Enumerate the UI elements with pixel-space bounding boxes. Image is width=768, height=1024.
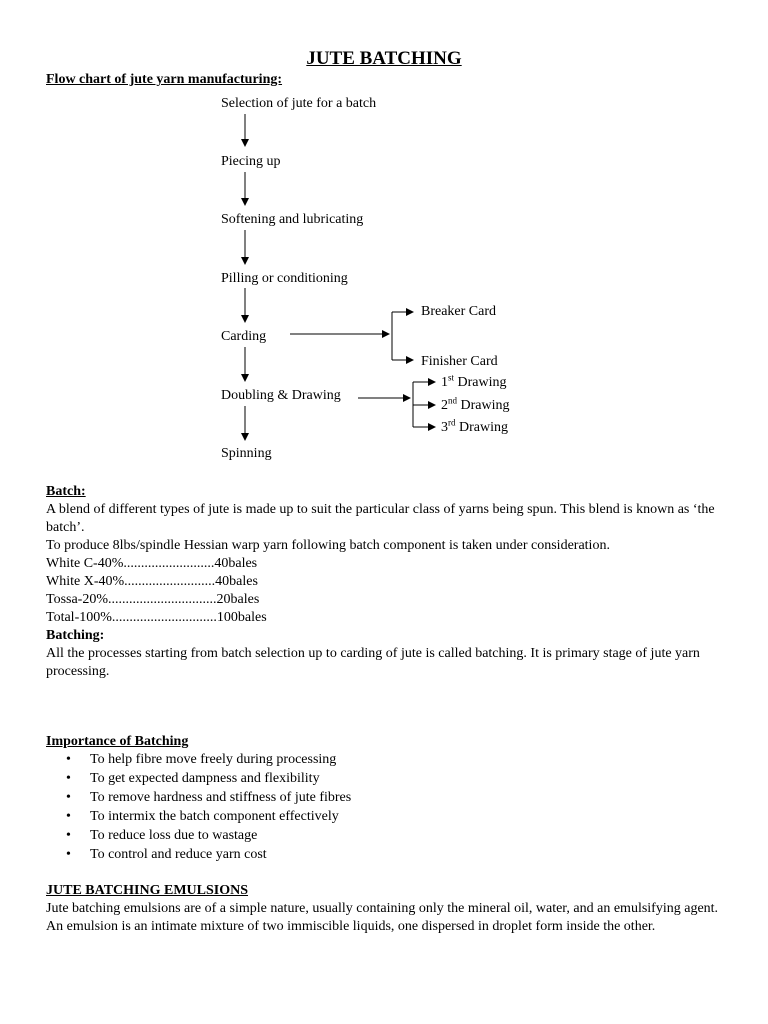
- flow-step: Doubling & Drawing: [221, 388, 341, 403]
- flow-step: Piecing up: [221, 154, 281, 169]
- emulsions-paragraph: Jute batching emulsions are of a simple nature, usually containing only the mineral oil, water, and an emulsifying agent. An emulsion is an intimate mixture of two immiscible liquids, one dispersed in droplet form inside the other.: [46, 901, 719, 934]
- batch-component: Total-100%..............................100bales: [46, 610, 267, 625]
- flow-step: Spinning: [221, 446, 272, 461]
- drawing-branch: 2nd Drawing: [441, 395, 510, 413]
- flow-step: Pilling or conditioning: [221, 271, 348, 286]
- list-item: • To remove hardness and stiffness of jute fibres: [66, 788, 351, 807]
- flow-step: Selection of jute for a batch: [221, 96, 377, 111]
- batching-paragraph: All the processes starting from batch selection up to carding of jute is called batching. It is primary stage of jute yarn processing.: [46, 646, 700, 679]
- importance-heading: Importance of Batching: [46, 734, 189, 749]
- carding-branch: Finisher Card: [421, 354, 498, 369]
- list-item: • To intermix the batch component effectively: [66, 807, 351, 826]
- drawing-branch: 1st Drawing: [441, 372, 507, 390]
- list-item: • To get expected dampness and flexibility: [66, 769, 351, 788]
- carding-branch: Breaker Card: [421, 304, 497, 319]
- batching-heading: Batching:: [46, 628, 105, 643]
- batch-component: Tossa-20%...............................20bales: [46, 592, 260, 607]
- batch-component: White C-40%..........................40bales: [46, 556, 258, 571]
- emulsions-heading: JUTE BATCHING EMULSIONS: [46, 883, 249, 898]
- flow-step: Carding: [221, 329, 267, 344]
- drawing-branch: 3rd Drawing: [441, 417, 508, 435]
- batch-paragraph: To produce 8lbs/spindle Hessian warp yarn following batch component is taken under consideration.: [46, 538, 610, 553]
- list-item: • To reduce loss due to wastage: [66, 826, 351, 845]
- batch-heading: Batch:: [46, 484, 86, 499]
- list-item: • To help fibre move freely during processing: [66, 750, 351, 769]
- flow-step: Softening and lubricating: [221, 212, 364, 227]
- list-item: • To control and reduce yarn cost: [66, 845, 351, 864]
- flowchart-connectors: [0, 0, 768, 480]
- importance-list: [66, 750, 351, 864]
- batch-component: White X-40%..........................40bales: [46, 574, 258, 589]
- page-title: JUTE BATCHING: [306, 48, 462, 69]
- flowchart-heading: Flow chart of jute yarn manufacturing:: [46, 72, 283, 87]
- batch-paragraph: A blend of different types of jute is made up to suit the particular class of yarns being spun. This blend is known as ‘the batch’.: [46, 502, 715, 535]
